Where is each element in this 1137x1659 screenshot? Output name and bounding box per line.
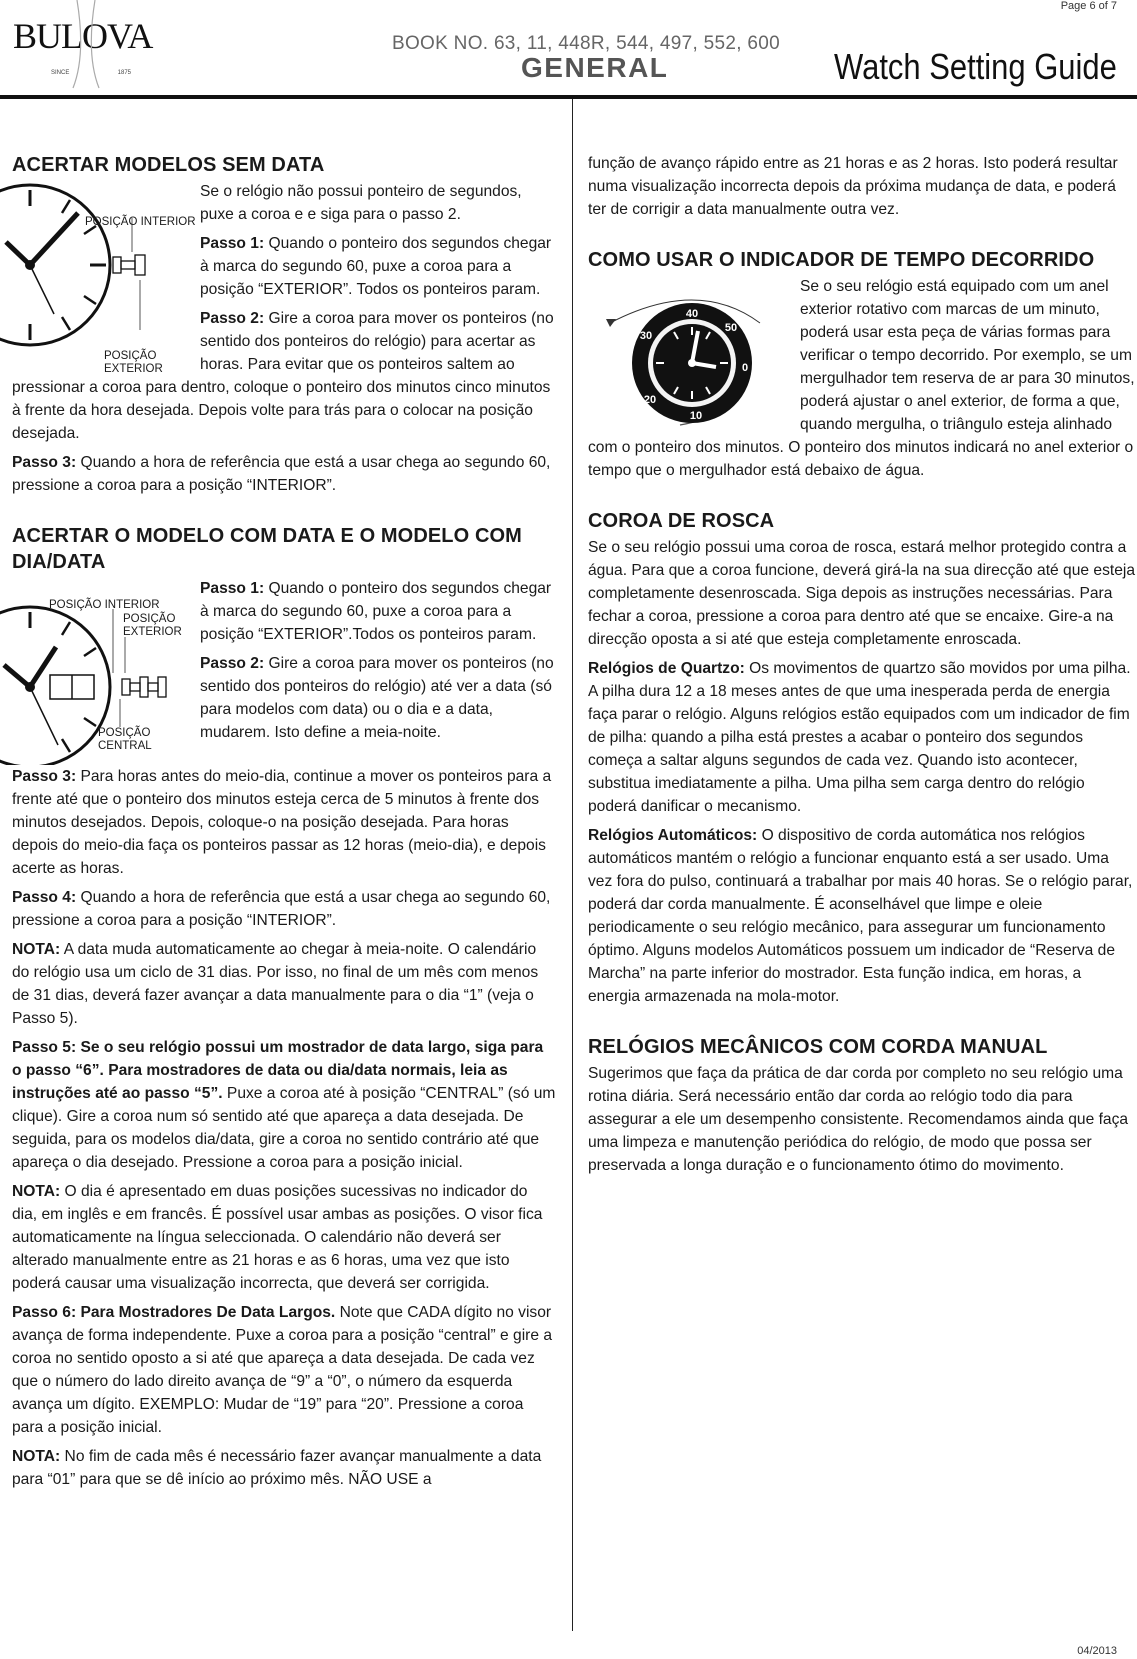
paragraph — [588, 657, 1136, 818]
note-label: NOTA: — [12, 941, 61, 958]
note-text: O dia é apresentado em duas posições sucessivas no indicador do dia, em inglês e em francês. É possível usar ambas as posições. O visor fica automaticamente na língua seleccionada. O calendário não deverá ser alterado manualmente entre as 21 horas e as 6 horas, uma vez que isto poderá causar uma visualização incorrecta, que deverá ser corrigida. — [12, 1183, 543, 1292]
footer-date: 04/2013 — [1077, 1645, 1117, 1657]
step-label: Passo 5: Se o seu relógio possui um mostrador de data largo, siga para o passo “6”. Para mostradores de data ou dia/data normais, leia as instruções até ao passo “5”. — [12, 1039, 544, 1102]
page-title: Watch Setting Guide — [834, 46, 1117, 87]
paragraph — [12, 1445, 556, 1491]
general-label: GENERAL — [521, 52, 669, 83]
paragraph — [12, 938, 556, 1030]
paragraph — [588, 824, 1136, 1008]
paragraph — [12, 765, 556, 880]
note-text: A data muda automaticamente ao chegar à meia-noite. O calendário do relógio usa um ciclo de 31 dias. Por isso, no final de um mês com menos de 31 dias, deverá fazer avançar a data manualmente para o dia “1” (veja o Passo 5). — [12, 941, 539, 1027]
paragraph — [12, 1301, 556, 1439]
crown-position-figure — [0, 577, 200, 765]
bulova-logo — [13, 16, 153, 76]
paragraph: Se o seu relógio está equipado com um anel exterior rotativo com marcas de um minuto, poderá usar esta peça de várias formas para verificar o tempo decorrido. Por exemplo, se um mergulhador tem reserva de ar para 30 minutos, poderá ajustar o anel exterior, de forma a que, quando mergulha, o triângulo esteja alinhado com o ponteiro dos minutos. O ponteiro dos minutos indicará no anel exterior o tempo que o mergulhador está debaixo de água. — [588, 278, 1135, 479]
step-label: Passo 1: — [200, 235, 265, 252]
header-rule — [0, 95, 1137, 99]
elapsed-time-figure — [588, 275, 800, 435]
step-text: Puxe a coroa até à posição “CENTRAL” (só um clique). Gire a coroa num só sentido até que apareça a data desejada. De seguida, para os modelos dia/data, gire a coroa no sentido contrário até que apareça o dia desejado. Pressione a coroa para a posição inicial. — [12, 1085, 556, 1171]
subheading-label: Relógios de Quartzo: — [588, 660, 745, 677]
paragraph — [12, 451, 556, 497]
page-number: Page 6 of 7 — [1060, 0, 1117, 12]
step-label: Passo 2: — [200, 655, 265, 672]
subheading-label: Relógios Automáticos: — [588, 827, 758, 844]
brand-since-year: 1875 — [117, 70, 131, 76]
step-label: Passo 2: — [200, 310, 265, 327]
step-text: Quando a hora de referência que está a usar chega ao segundo 60, pressione a coroa para a posição “INTERIOR”. — [12, 454, 551, 494]
paragraph — [12, 1036, 556, 1174]
brand-since — [51, 70, 131, 76]
rotating-bezel-icon — [588, 275, 800, 435]
step-label: Passo 3: — [12, 768, 77, 785]
fig-label-outer: POSIÇÃO EXTERIOR — [123, 613, 182, 638]
bezel-mark: 10 — [689, 410, 703, 422]
subheading-text: O dispositivo de corda automática nos relógios automáticos mantém o relógio a funcionar enquanto está a ser usado. Uma vez fora do pulso, continuará a trabalhar por mais 40 horas. Se o relógio parar, poderá dar corda manualmente. É aconselhável que limpe e oleie periodicamente o seu relógio mecânico, para assegurar um funcionamento óptimo. Alguns modelos Automáticos possuem um indicador de “Reserva de Marcha” na parte inferior do mostrador. Esta função indica, em horas, a energia armazenada na mola-motor. — [588, 827, 1133, 1005]
bezel-mark: 20 — [643, 394, 657, 406]
section-heading: ACERTAR MODELOS SEM DATA — [12, 154, 325, 176]
tuning-fork-icon — [71, 0, 101, 90]
bezel-mark: 30 — [639, 330, 653, 342]
step-text: Gire a coroa para mover os ponteiros (no sentido dos ponteiros do relógio) para acertar as horas. Para evitar que os ponteiros saltem ao pressionar a coroa para dentro, coloque o ponteiro dos minutos cinco minutos à frente da hora desejada. Depois volte para trás para o colocar na posição desejada. — [12, 310, 554, 442]
section-heading: COROA DE ROSCA — [588, 510, 775, 532]
section-heading: RELÓGIOS MECÂNICOS COM CORDA MANUAL — [588, 1036, 1048, 1058]
watch-diagram-icon — [0, 180, 200, 356]
crown-position-figure — [0, 180, 200, 375]
step-text: Quando a hora de referência que está a usar chega ao segundo 60, pressione a coroa para a posição “INTERIOR”. — [12, 889, 551, 929]
fig-label-inner: POSIÇÃO INTERIOR — [49, 599, 160, 611]
step-text: Para horas antes do meio-dia, continue a mover os ponteiros para a frente até que o ponteiro dos minutos esteja cerca de 5 minutos à frente dos minutos desejados. Depois, coloque-o na posição desejada. Para horas depois do meio-dia faça os ponteiros passar as 12 horas (meio-dia), e depois acerte as horas. — [12, 768, 552, 877]
left-column — [12, 152, 556, 1497]
brand-name: BULOVA — [13, 16, 153, 56]
paragraph: Se o seu relógio possui uma coroa de rosca, estará melhor protegido contra a água. Para que a coroa funcione, deverá girá-la na sua direcção até que esteja completamente desenroscada. Siga depois as instruções necessárias. Para fechar a coroa, pressione a coroa para dentro até que se encaixe. Gire-a na direcção oposta a si até que esteja completamente enroscada. — [588, 539, 1136, 648]
section-heading: ACERTAR O MODELO COM DATA E O MODELO COM DIA/DATA — [12, 525, 522, 573]
paragraph: função de avanço rápido entre as 21 horas e as 2 horas. Isto poderá resultar numa visualização incorrecta depois da próxima mudança de data, e poderá ter de corrigir a data manualmente outra vez. — [588, 155, 1118, 218]
paragraph — [12, 886, 556, 932]
step-text: Quando o ponteiro dos segundos chegar à marca do segundo 60, puxe a coroa para a posição “EXTERIOR”. Todos os ponteiros param. — [200, 235, 552, 298]
step-text: Quando o ponteiro dos segundos chegar à marca do segundo 60, puxe a coroa para a posição “EXTERIOR”.Todos os ponteiros param. — [200, 580, 552, 643]
paragraph: Sugerimos que faça da prática de dar corda por completo no seu relógio uma rotina diária. Será necessário então dar corda ao relógio todo dia para assegurar a ele um desempenho consistente. Recomendamos ainda que faça uma limpeza e manutenção periódica do relógio, de modo que possa ser preservada a longa duração e o funcionamento ótimo do movimento. — [588, 1065, 1129, 1174]
step-label: Passo 1: — [200, 580, 265, 597]
book-numbers: BOOK NO. 63, 11, 448R, 544, 497, 552, 600 — [392, 33, 780, 54]
subheading-text: Os movimentos de quartzo são movidos por uma pilha. A pilha dura 12 a 18 meses antes de que uma inesperada perda de energia faça parar o relógio. Alguns relógios estão equipados com um indicador de fim de pilha: quando a pilha está prestes a acabar o ponteiro dos segundos começa a saltar alguns segundos de cada vez. Quando isto acontecer, substitua imediatamente a pilha. Uma pilha sem carga dentro do relógio poderá danificar o mecanismo. — [588, 660, 1131, 815]
bezel-mark: 0 — [741, 362, 749, 374]
column-divider — [572, 99, 573, 1631]
brand-since-label: SINCE — [51, 70, 70, 76]
note-label: NOTA: — [12, 1183, 61, 1200]
paragraph — [12, 1180, 556, 1295]
paragraph: Se o relógio não possui ponteiro de segundos, puxe a coroa e e siga para o passo 2. — [200, 183, 522, 223]
fig-label-central: POSIÇÃO CENTRAL — [98, 727, 152, 752]
bezel-mark: 40 — [685, 308, 699, 320]
fig-label-inner: POSIÇÃO INTERIOR — [85, 216, 196, 228]
note-label: NOTA: — [12, 1448, 61, 1465]
note-text: No fim de cada mês é necessário fazer avançar manualmente a data para “01” para que se dê início ao próximo mês. NÃO USE a — [12, 1448, 542, 1488]
bezel-mark: 50 — [724, 322, 738, 334]
step-text: Note que CADA dígito no visor avança de forma independente. Puxe a coroa para a posição “central” e gire a coroa no sentido oposto a si até que apareça a data desejada. De cada vez que o número do lado direito avança de “9” a “0”, o número da esquerda avança um dígito. EXEMPLO: Mudar de “19” para “20”. Pressione a coroa para a posição inicial. — [12, 1304, 553, 1436]
section-heading: COMO USAR O INDICADOR DE TEMPO DECORRIDO — [588, 249, 1095, 271]
step-text: Gire a coroa para mover os ponteiros (no sentido dos ponteiros do relógio) até ver a data (só para modelos com data) ou o dia e a data, mudarem. Isto define a meia-noite. — [200, 655, 554, 741]
step-label: Passo 3: — [12, 454, 77, 471]
step-label: Passo 6: Para Mostradores De Data Largos. — [12, 1304, 336, 1321]
step-label: Passo 4: — [12, 889, 77, 906]
right-column — [588, 152, 1136, 1183]
fig-label-outer: POSIÇÃO EXTERIOR — [104, 350, 163, 375]
